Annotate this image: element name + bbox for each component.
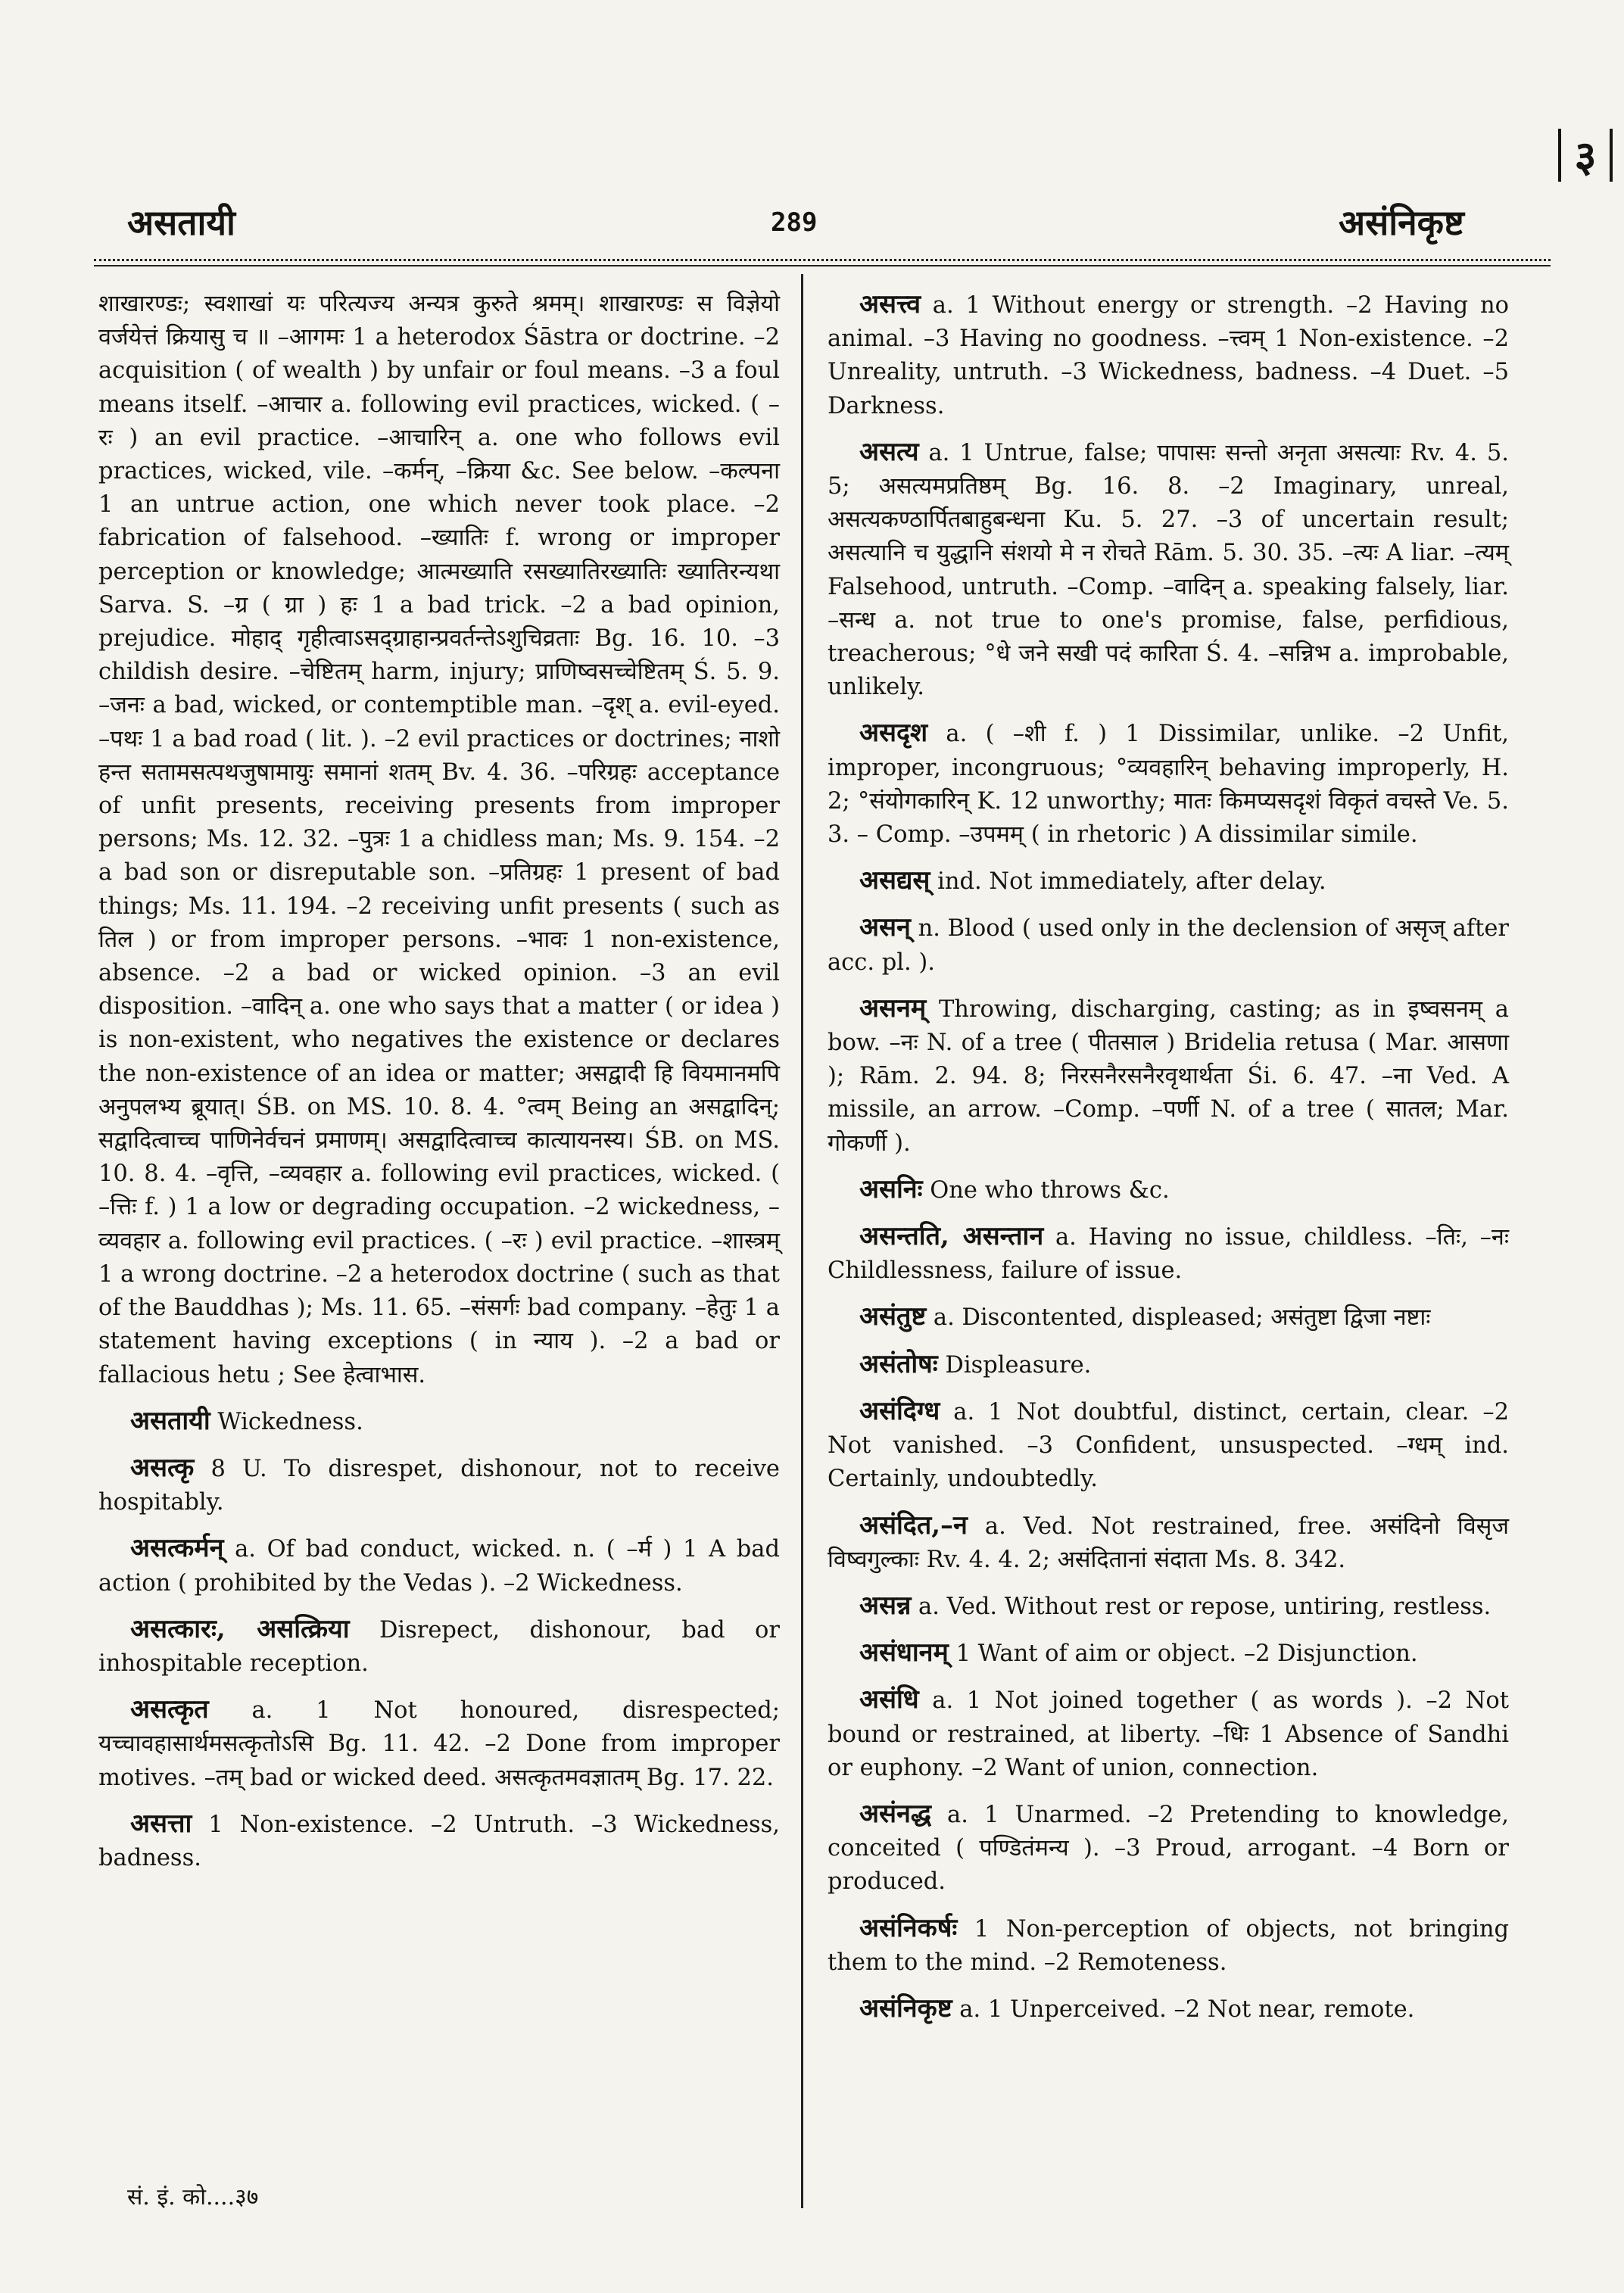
entry-definition: 1 Non-existence. –2 Untruth. –3 Wickedness, badness. xyxy=(98,1811,780,1871)
corner-mark: ३ xyxy=(1558,129,1613,182)
entry-definition: a. 1 Without energy or strength. –2 Having no animal. –3 Having no goodness. –त्त्वम् 1 Non-existence. –2 Unreality, untruth. –3 Wickedness, badness. –4 Duet. –5 Darkness. xyxy=(828,292,1509,419)
entry-headword: असत्य xyxy=(859,436,919,467)
entry-definition: a. Ved. Not restrained, free. असंदिनो विसृज विष्वगुल्काः Rv. 4. 4. 2; असंदितानां संदाता Ms. 8. 342. xyxy=(828,1513,1509,1573)
dictionary-entry xyxy=(828,992,1509,1161)
dictionary-entry xyxy=(98,1451,780,1519)
entry-definition: Throwing, discharging, casting; as in इष्वसनम् a bow. –नः N. of a tree ( पीतसाल ) Bridelia retusa ( Mar. आसणा ); Rām. 2. 94. 8; निरसनैरसनैरवृथार्थता Śi. 6. 47. –ना Ved. A missile, an arrow. –Comp. –पर्णी N. of a tree ( सातल; Mar. गोकर्णी ). xyxy=(828,995,1509,1157)
entry-definition: a. Ved. Without rest or repose, untiring, restless. xyxy=(911,1593,1492,1620)
running-head-right: असंनिकृष्ट xyxy=(1339,202,1464,243)
dictionary-entry xyxy=(98,1404,780,1439)
signature-line: सं. इं. को....३७ xyxy=(127,2184,259,2210)
dictionary-entry xyxy=(828,1992,1509,2027)
left-column xyxy=(98,288,780,1887)
entry-definition: 1 Non-perception of objects, not bringing them to the mind. –2 Remoteness. xyxy=(828,1915,1509,1976)
dictionary-entry xyxy=(828,1589,1509,1624)
entry-definition: a. Discontented, displeased; असंतुष्टा द्विजा नष्टाः xyxy=(926,1304,1431,1332)
entry-definition: a. 1 Not joined together ( as words ). –2 Not bound or restrained, at liberty. –धिः 1 Absence of Sandhi or euphony. –2 Want of union, connection. xyxy=(828,1687,1509,1781)
dictionary-entry xyxy=(98,1807,780,1875)
entry-headword: असंतुष्ट xyxy=(859,1301,927,1332)
dictionary-entry xyxy=(828,1797,1509,1899)
entry-definition: शाखारण्डः; स्वशाखां यः परित्यज्य अन्यत्र कुरुते श्रमम्। शाखारण्डः स विज्ञेयो वर्जयेत्तं क्रियासु च ॥ –आगमः 1 a heterodox Śāstra or doctrine. –2 acquisition ( of wealth ) by unfair or foul means. –3 a foul means itself. –आचार a. following evil practices, wicked. ( –रः ) an evil practice. –आचारिन् a. one who follows evil practices, wicked, vile. –कर्मन्, –क्रिया &c. See below. –कल्पना 1 an untrue action, one which never took place. –2 fabrication of falsehood. –ख्यातिः f. wrong or improper perception or knowledge; आत्मख्याति रसख्यातिरख्यातिः ख्यातिरन्यथा Sarva. S. –ग्र ( ग्रा ) हः 1 a bad trick. –2 a bad opinion, prejudice. मोहाद् गृहीत्वाऽसद्ग्राहान्प्रवर्तन्तेऽशुचिव्रताः Bg. 16. 10. –3 childish desire. –चेष्टितम् harm, injury; प्राणिष्वसच्चेष्टितम् Ś. 5. 9. –जनः a bad, wicked, or contemptible man. –दृश् a. evil-eyed. –पथः 1 a bad road ( lit. ). –2 evil practices or doctrines; नाशो हन्त सतामसत्पथजुषामायुः समानां शतम् Bv. 4. 36. –परिग्रहः acceptance of unfit presents, receiving presents from improper persons; Ms. 12. 32. –पुत्रः 1 a chidless man; Ms. 9. 154. –2 a bad son or disreputable son. –प्रतिग्रहः 1 present of bad things; Ms. 11. 194. –2 receiving unfit presents ( such as तिल ) or from improper persons. –भावः 1 non-existence, absence. –2 a bad or wicked opinion. –3 an evil disposition. –वादिन् a. one who says that a matter ( or idea ) is non-existent, who negatives the existence or declares the non-existence of an idea or matter; असद्वादी हि वियमानमपि अनुपलभ्य ब्रूयात्। ŚB. on MS. 10. 8. 4. °त्वम् Being an असद्वादिन्; सद्वादित्वाच्च पाणिनेर्वचनं प्रमाणम्। असद्वादित्वाच्च कात्यायनस्य। ŚB. on MS. 10. 8. 4. –वृत्ति, –व्यवहार a. following evil practices, wicked. ( –त्तिः f. ) 1 a low or degrading occupation. –2 wickedness, –व्यवहार a. following evil practices. ( –रः ) evil practice. –शास्त्रम् 1 a wrong doctrine. –2 a heterodox doctrine ( such as that of the Bauddhas ); Ms. 11. 65. –संसर्गः bad company. –हेतुः 1 a statement having exceptions ( in न्याय ). –2 a bad or fallacious hetu ; See हेत्वाभास. xyxy=(98,291,780,1388)
entry-definition: Wickedness. xyxy=(210,1408,363,1435)
dictionary-entry xyxy=(98,1531,780,1600)
entry-headword: असन्तति, असन्तान xyxy=(859,1221,1044,1252)
entry-headword: असंनिकर्षः xyxy=(859,1912,958,1943)
running-head-left: असतायी xyxy=(127,202,235,243)
dictionary-entry xyxy=(828,1300,1509,1335)
dictionary-entry xyxy=(828,435,1509,705)
dictionary-entry xyxy=(828,1683,1509,1785)
dictionary-entry xyxy=(98,1693,780,1795)
entry-headword: असत्कारः, असत्क्रिया xyxy=(130,1613,350,1644)
column-divider xyxy=(801,274,803,2208)
header-rule xyxy=(94,259,1551,266)
right-column xyxy=(828,288,1509,2039)
entry-headword: असनिः xyxy=(859,1173,923,1204)
entry-headword: असद्यस् xyxy=(859,865,930,896)
entry-definition: a. 1 Not doubtful, distinct, certain, clear. –2 Not vanished. –3 Confident, unsuspected. –ग्धम् ind. Certainly, undoubtedly. xyxy=(828,1398,1509,1493)
entry-definition: a. Having no issue, childless. –तिः, –नः Childlessness, failure of issue. xyxy=(828,1224,1509,1285)
dictionary-entry xyxy=(828,1173,1509,1207)
entry-headword: असंतोषः xyxy=(859,1348,938,1379)
entry-definition: a. 1 Unperceived. –2 Not near, remote. xyxy=(952,1995,1415,2023)
entry-definition: 8 U. To disrespet, dishonour, not to receive hospitably. xyxy=(98,1455,780,1516)
dictionary-entry xyxy=(828,1220,1509,1288)
entry-headword: असत्कृ xyxy=(130,1452,195,1483)
entry-headword: असनम् xyxy=(859,992,927,1023)
dictionary-entry xyxy=(98,1612,780,1681)
entry-headword: असदृश xyxy=(859,718,928,749)
entry-headword: असंधानम् xyxy=(859,1637,949,1668)
dictionary-entry xyxy=(98,288,780,1392)
entry-headword: असत्कृत xyxy=(130,1694,209,1725)
entry-definition: n. Blood ( used only in the declension of असृज् after acc. pl. ). xyxy=(828,915,1509,976)
dictionary-entry xyxy=(828,1509,1509,1577)
entry-definition: a. 1 Unarmed. –2 Pretending to knowledge, conceited ( पण्डितंमन्य ). –3 Proud, arrogant. –4 Born or produced. xyxy=(828,1801,1509,1896)
entry-headword: असंधि xyxy=(859,1684,919,1715)
entry-headword: असत्त्व xyxy=(859,289,921,319)
entry-headword: असंनद्ध xyxy=(859,1798,931,1829)
entry-headword: असन्न xyxy=(859,1590,912,1621)
page-number: 289 xyxy=(771,207,818,238)
entry-headword: असतायी xyxy=(130,1405,210,1436)
dictionary-entry xyxy=(828,1394,1509,1497)
dictionary-entry xyxy=(828,716,1509,852)
entry-definition: Disrepect, dishonour, bad or inhospitable reception. xyxy=(98,1616,781,1677)
entry-headword: असंदिग्ध xyxy=(859,1395,940,1426)
entry-headword: असत्कर्मन् xyxy=(130,1533,224,1564)
dictionary-entry xyxy=(828,288,1509,423)
dictionary-entry xyxy=(828,864,1509,899)
entry-definition: a. 1 Not honoured, disrespected; यच्चावहासार्थमसत्कृतोऽसि Bg. 11. 42. –2 Done from improper motives. –तम् bad or wicked deed. असत्कृतमवज्ञातम् Bg. 17. 22. xyxy=(98,1697,780,1791)
entry-definition: Displeasure. xyxy=(937,1351,1092,1379)
entry-definition: 1 Want of aim or object. –2 Disjunction. xyxy=(948,1640,1418,1668)
entry-headword: असत्ता xyxy=(130,1808,192,1839)
dictionary-entry xyxy=(828,1347,1509,1382)
dictionary-entry xyxy=(828,1911,1509,1980)
dictionary-entry xyxy=(828,911,1509,979)
entry-definition: ind. Not immediately, after delay. xyxy=(930,868,1326,896)
entry-definition: a. ( –शी f. ) 1 Dissimilar, unlike. –2 Unfit, improper, incongruous; °व्यवहारिन् behaving improperly, H. 2; °संयोगकारिन् K. 12 unworthy; मातः किमप्यसदृशं विकृतं वचस्ते Ve. 5. 3. – Comp. –उपमम् ( in rhetoric ) A dissimilar simile. xyxy=(828,721,1509,849)
entry-definition: a. Of bad conduct, wicked. n. ( –र्म ) 1 A bad action ( prohibited by the Vedas ). –2 Wickedness. xyxy=(98,1536,780,1597)
entry-headword: असंदित,–न xyxy=(859,1509,968,1541)
entry-headword: असंनिकृष्ट xyxy=(859,1992,952,2024)
dictionary-entry xyxy=(828,1636,1509,1671)
entry-definition: a. 1 Untrue, false; पापासः सन्तो अनृता असत्याः Rv. 4. 5. 5; असत्यमप्रतिष्ठम् Bg. 16. 8. –2 Imaginary, unreal, असत्यकण्ठार्पितबाहुबन्धना Ku. 5. 27. –3 of uncertain result; असत्यानि च युद्धानि संशयो मे न रोचते Rām. 5. 30. 35. –त्यः A liar. –त्यम् Falsehood, untruth. –Comp. –वादिन् a. speaking falsely, liar. –सन्ध a. not true to one's promise, false, perfidious, treacherous; °धे जने सखी पदं कारिता Ś. 4. –सन्निभ a. improbable, unlikely. xyxy=(828,439,1509,701)
entry-definition: One who throws &c. xyxy=(922,1176,1170,1204)
entry-headword: असन् xyxy=(859,912,911,943)
